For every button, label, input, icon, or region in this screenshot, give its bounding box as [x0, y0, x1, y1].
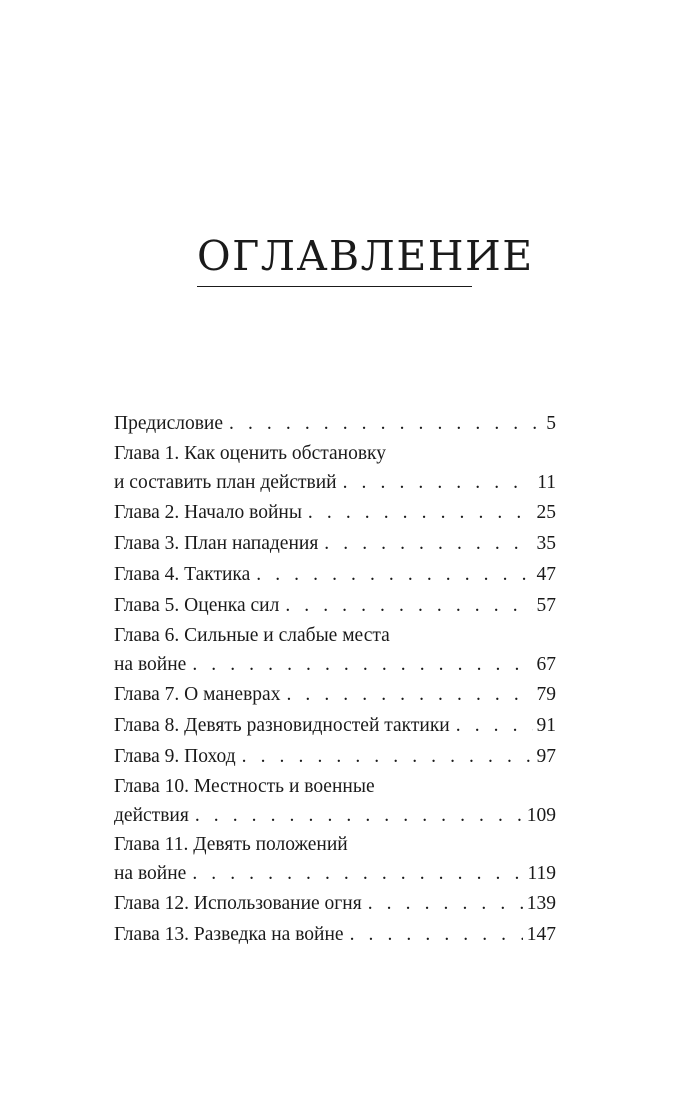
toc-entry [114, 772, 556, 830]
toc-entry-line [114, 919, 556, 950]
toc-entry-title: Глава 2. Начало войны [114, 502, 302, 523]
toc-entry-title: Глава 7. О маневрах [114, 684, 281, 705]
toc-page-number: 47 [536, 564, 556, 585]
toc-page-number: 67 [536, 654, 556, 675]
toc-entry [114, 888, 556, 919]
toc-entry-title: на войне [114, 863, 187, 884]
toc-page-number: 35 [536, 533, 556, 554]
toc-entry-line [114, 468, 556, 497]
toc-entry-title: и составить план действий [114, 472, 337, 493]
dot-leader [324, 528, 532, 559]
toc-entry-title: Глава 9. Поход [114, 746, 236, 767]
toc-entry-title: Глава 3. План нападения [114, 533, 319, 554]
toc-entry [114, 710, 556, 741]
toc-entry [114, 919, 556, 950]
toc-page-number: 57 [536, 595, 556, 616]
toc-entry-line [114, 741, 556, 772]
toc-entry-line-continued [114, 772, 556, 801]
toc-entry-line-continued [114, 439, 556, 468]
toc-entry-title: Глава 12. Использование огня [114, 893, 362, 914]
toc-page-number: 25 [536, 502, 556, 523]
table-of-contents [114, 408, 556, 950]
toc-entry-title: Глава 13. Разведка на войне [114, 924, 344, 945]
toc-entry-line-continued [114, 830, 556, 859]
toc-entry-line [114, 559, 556, 590]
toc-entry-line [114, 679, 556, 710]
toc-page-number: 5 [546, 413, 556, 434]
toc-entry-line [114, 710, 556, 741]
toc-entry-line [114, 801, 556, 830]
toc-entry [114, 590, 556, 621]
dot-leader [343, 468, 534, 497]
dot-leader [242, 741, 533, 772]
dot-leader [195, 801, 523, 830]
toc-entry-title: Глава 4. Тактика [114, 564, 251, 585]
toc-page-number: 11 [537, 472, 556, 493]
toc-page-number: 147 [526, 924, 556, 945]
toc-entry-line [114, 408, 556, 439]
toc-entry [114, 408, 556, 439]
dot-leader [192, 859, 523, 888]
dot-leader [308, 497, 533, 528]
toc-entry-line [114, 528, 556, 559]
toc-entry-title: Глава 6. Сильные и слабые места [114, 625, 390, 646]
toc-entry-title: Глава 11. Девять положений [114, 834, 348, 855]
toc-entry-title: Глава 8. Девять разновидностей тактики [114, 715, 450, 736]
toc-entry [114, 528, 556, 559]
dot-leader [286, 679, 532, 710]
title-block [197, 232, 534, 280]
toc-entry-line [114, 497, 556, 528]
toc-entry [114, 439, 556, 497]
toc-entry [114, 621, 556, 679]
dot-leader [229, 408, 542, 439]
title-underline [197, 286, 472, 287]
toc-page-number: 109 [526, 805, 556, 826]
toc-entry-line [114, 650, 556, 679]
toc-page-number: 79 [536, 684, 556, 705]
dot-leader [456, 710, 533, 741]
toc-page-number: 119 [527, 863, 556, 884]
dot-leader [285, 590, 532, 621]
dot-leader [256, 559, 532, 590]
dot-leader [350, 919, 523, 950]
page-title: ОГЛАВЛЕНИЕ [197, 232, 534, 280]
dot-leader [192, 650, 532, 679]
toc-entry-title: Глава 5. Оценка сил [114, 595, 280, 616]
toc-entry-title: Глава 10. Местность и военные [114, 776, 375, 797]
toc-entry-line [114, 888, 556, 919]
toc-entry-line-continued [114, 621, 556, 650]
dot-leader [368, 888, 523, 919]
toc-page-number: 91 [536, 715, 556, 736]
toc-entry-title: на войне [114, 654, 187, 675]
toc-page-number: 97 [536, 746, 556, 767]
toc-entry [114, 679, 556, 710]
toc-entry-title: Глава 1. Как оценить обстановку [114, 443, 387, 464]
toc-entry-line [114, 859, 556, 888]
toc-entry-title: Предисловие [114, 413, 224, 434]
toc-entry-line [114, 590, 556, 621]
toc-entry [114, 741, 556, 772]
toc-entry [114, 497, 556, 528]
toc-page-number: 139 [526, 893, 556, 914]
toc-entry-title: действия [114, 805, 189, 826]
toc-entry [114, 830, 556, 888]
toc-entry [114, 559, 556, 590]
